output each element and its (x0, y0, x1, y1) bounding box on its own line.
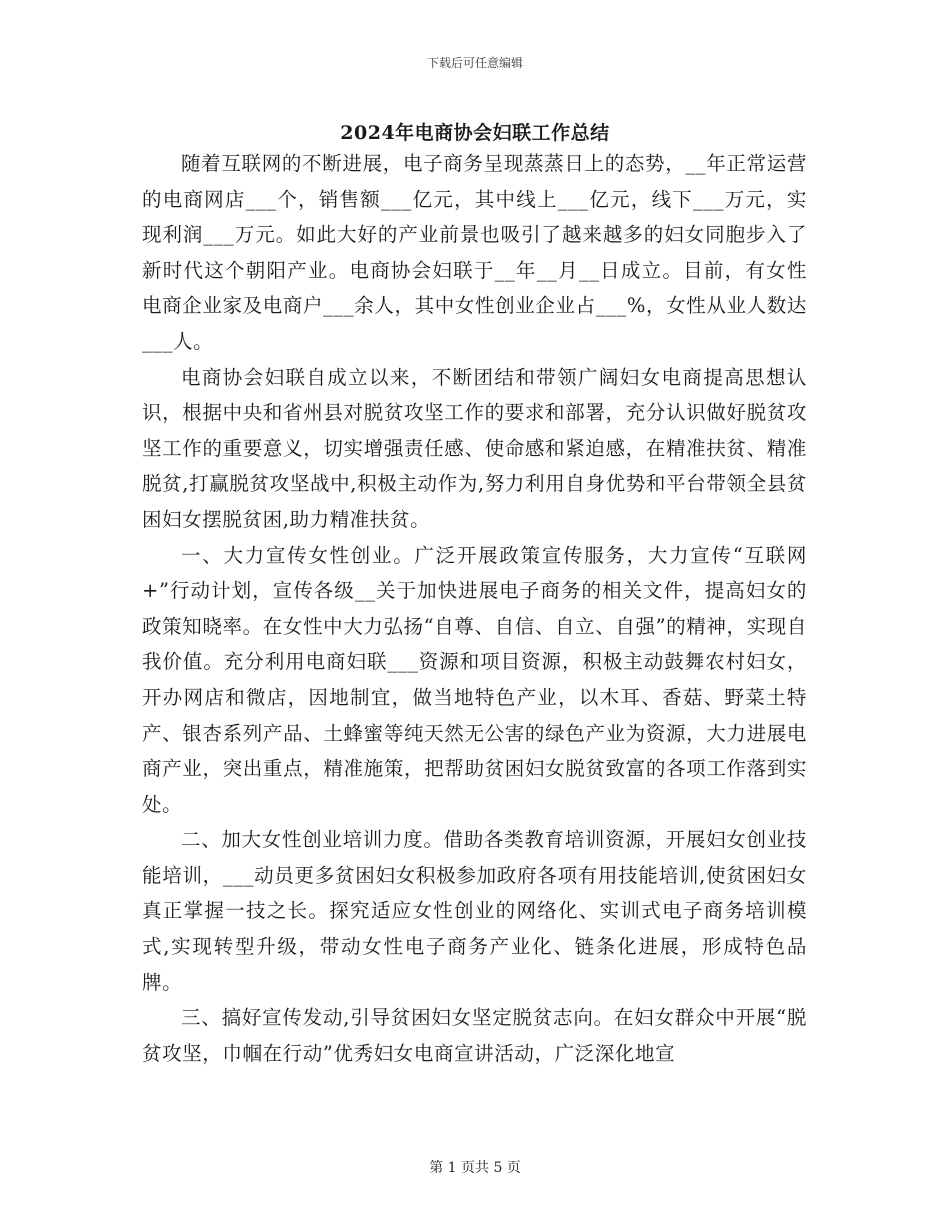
paragraph-overview: 电商协会妇联自成立以来，不断团结和带领广阔妇女电商提高思想认识，根据中央和省州县对脱贫攻坚工作的要求和部署，充分认识做好脱贫攻坚工作的重要意义，切实增强责任感、使命感和紧迫感，在精准扶贫、精准脱贫,打赢脱贫攻坚战中,积极主动作为,努力利用自身优势和平台带领全县贫困妇女摆脱贫困,助力精准扶贫。 (142, 365, 807, 531)
page-number-footer: 第 1 页共 5 页 (429, 1160, 521, 1176)
paragraph-section-2: 二、加大女性创业培训力度。借助各类教育培训资源，开展妇女创业技能培训，___动员更多贫困妇女积极参加政府各项有用技能培训,使贫困妇女真正掌握一技之长。探究适应女性创业的网络化、实训式电子商务培训模式,实现转型升级，带动女性电子商务产业化、链条化进展，形成特色品牌。 (142, 828, 807, 994)
document-title: 2024年电商协会妇联工作总结 (340, 122, 610, 144)
page-header-note: 下载后可任意编辑 (426, 56, 523, 70)
paragraph-intro: 随着互联网的不断进展，电子商务呈现蒸蒸日上的态势，__年正常运营的电商网店___个，销售额___亿元，其中线上___亿元，线下___万元，实现利润___万元。如此大好的产业前景也吸引了越来越多的妇女同胞步入了新时代这个朝阳产业。电商协会妇联于__年__月__日成立。目前，有女性电商企业家及电商户___余人，其中女性创业企业占___%，女性从业人数达___人。 (142, 152, 807, 353)
paragraph-section-3: 三、搞好宣传发动,引导贫困妇女坚定脱贫志向。在妇女群众中开展“脱贫攻坚，巾帼在行动”优秀妇女电商宣讲活动，广泛深化地宣 (142, 1006, 807, 1065)
paragraph-section-1: 一、大力宣传女性创业。广泛开展政策宣传服务，大力宣传“互联网+”行动计划，宣传各级__关于加快进展电子商务的相关文件，提高妇女的政策知晓率。在女性中大力弘扬“自尊、自信、自立、自强”的精神，实现自我价值。充分利用电商妇联___资源和项目资源，积极主动鼓舞农村妇女，开办网店和微店，因地制宜，做当地特色产业，以木耳、香菇、野菜土特产、银杏系列产品、土蜂蜜等纯天然无公害的绿色产业为资源，大力进展电商产业，突出重点，精准施策，把帮助贫困妇女脱贫致富的各项工作落到实处。 (142, 543, 807, 816)
document-body (142, 146, 807, 1071)
